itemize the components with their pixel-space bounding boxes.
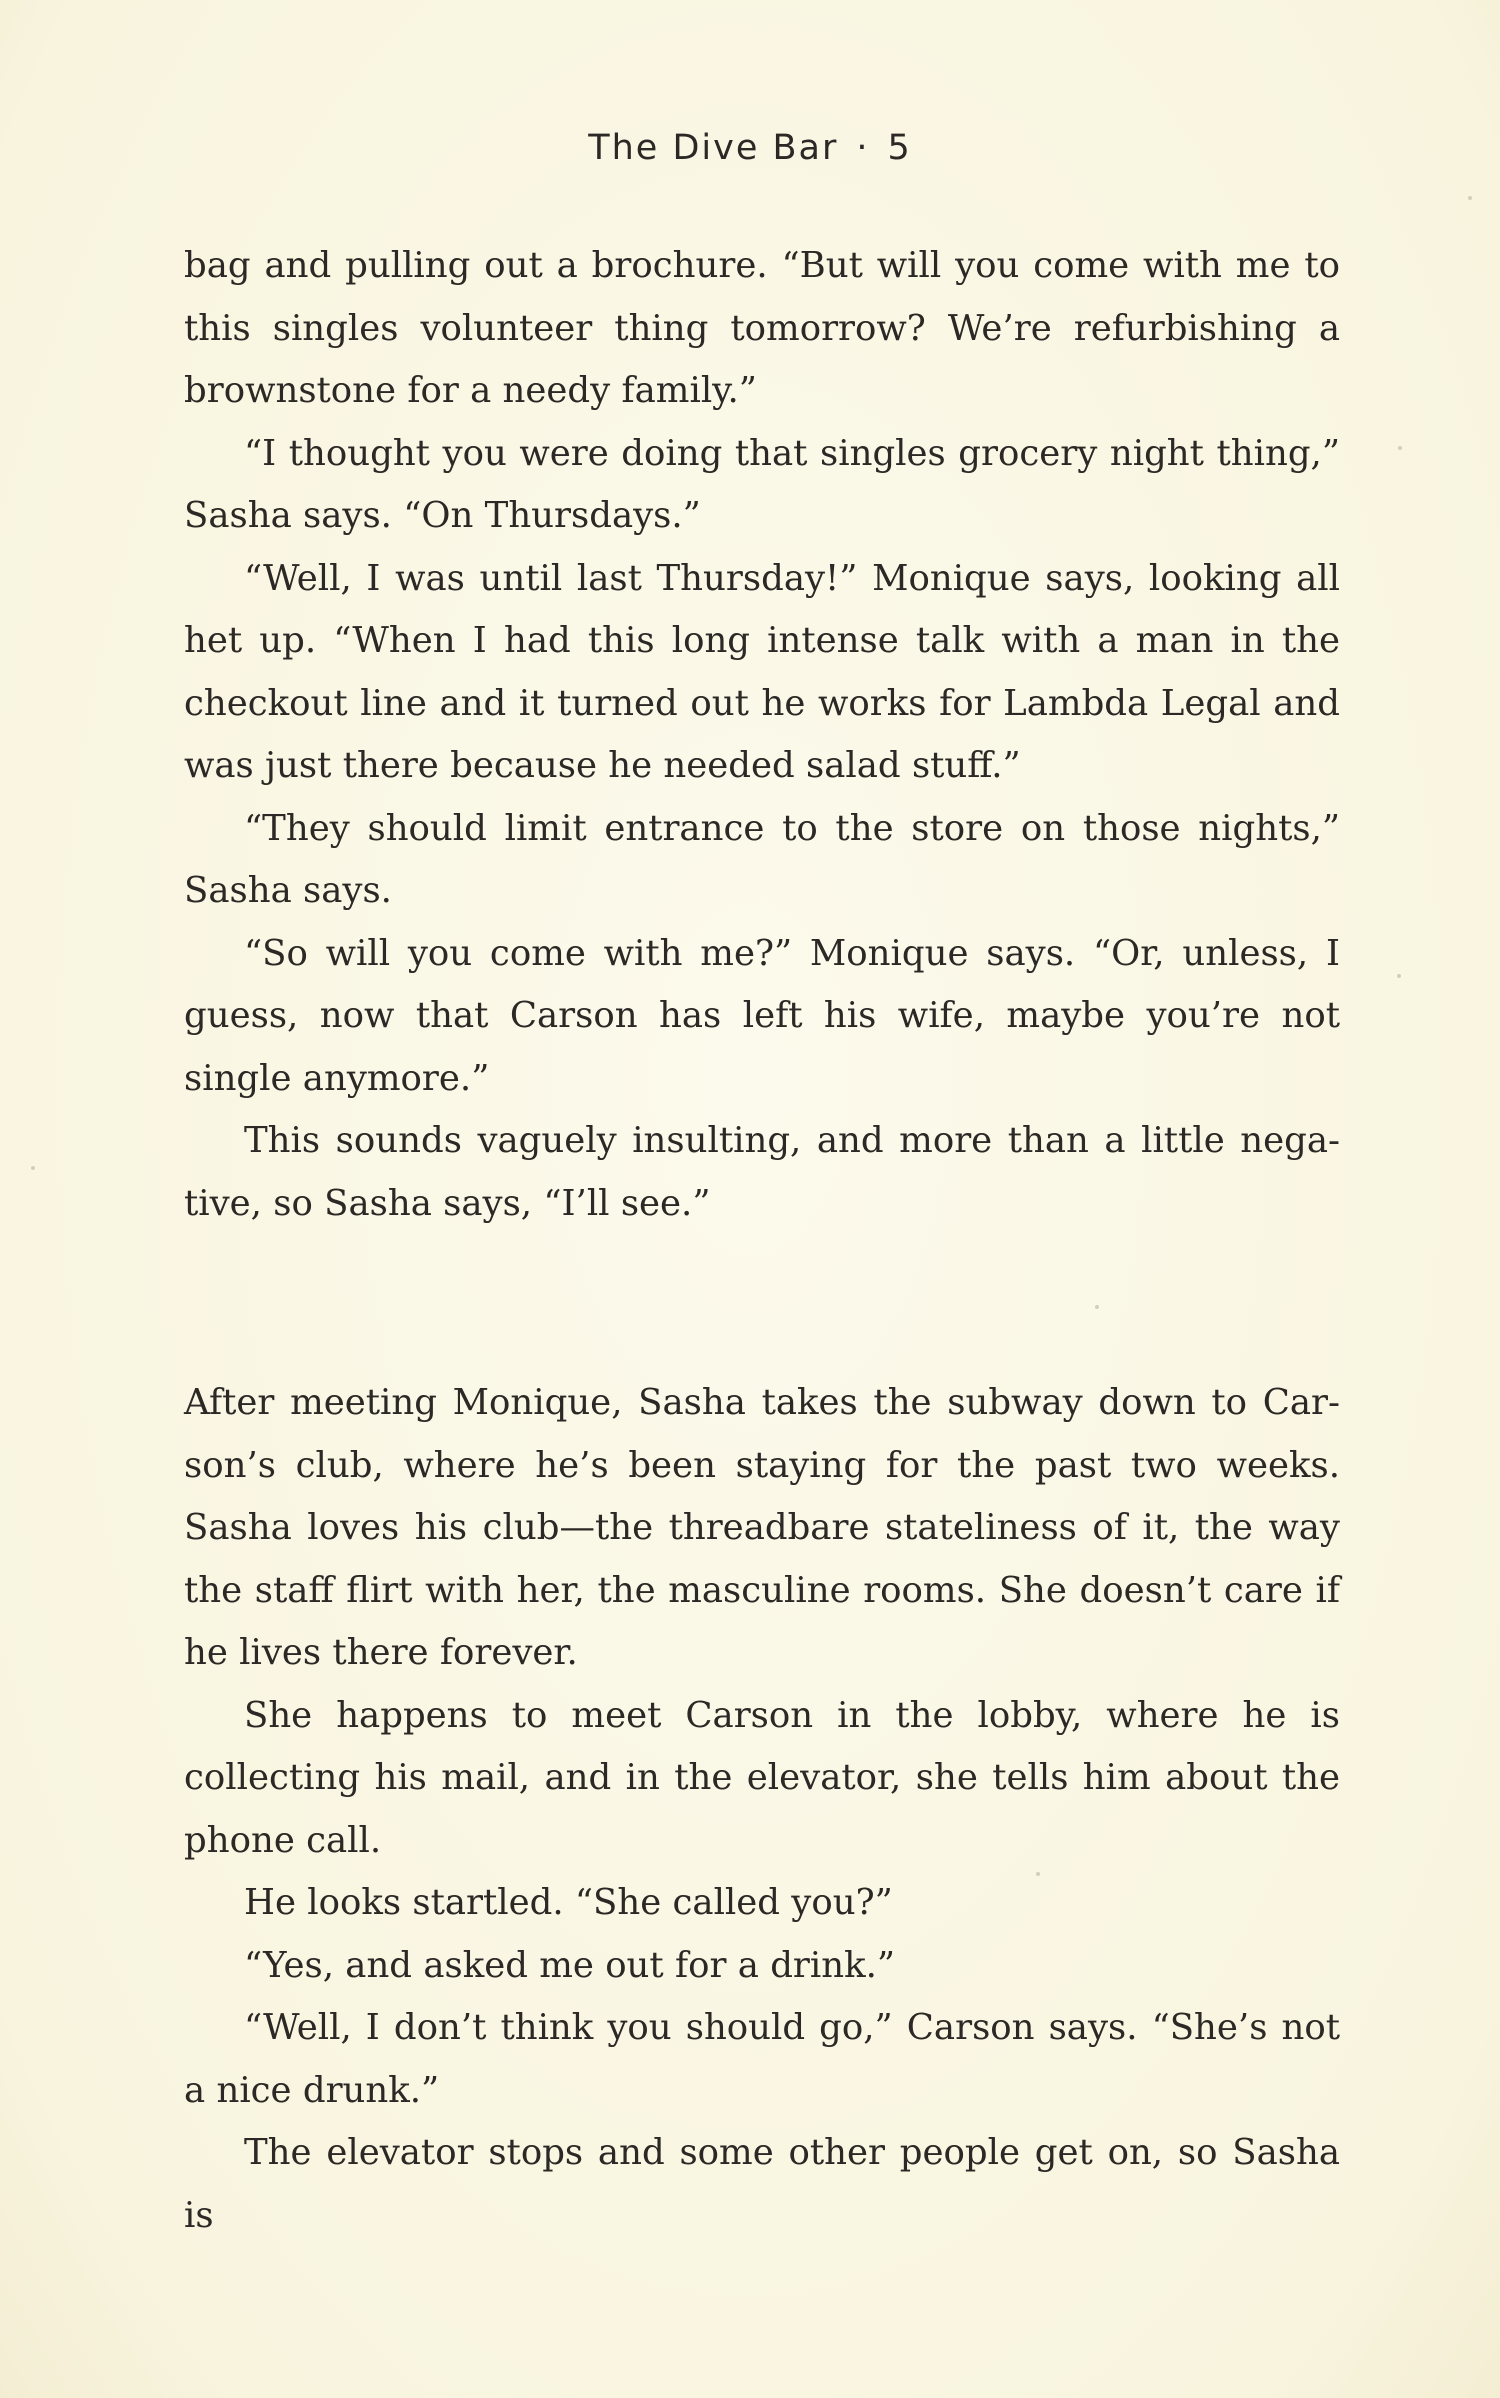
paper-speck (1036, 1872, 1040, 1876)
paper-speck (31, 1166, 35, 1170)
paper-speck (1095, 1305, 1099, 1309)
paragraph: “I thought you were doing that singles grocery night thing,” Sasha says. “On Thursdays.” (184, 432, 1340, 536)
header-separator: · (856, 128, 870, 168)
paragraph: “Yes, and asked me out for a drink.” (244, 1944, 896, 1986)
paragraph: “They should limit entrance to the store on those nights,” Sasha says. (184, 807, 1340, 911)
paragraph: bag and pulling out a brochure. “But will you come with me to this singles volunteer thing tomorrow? We’re refurbishing a brownstone for a needy family.” (184, 245, 1340, 411)
section-two (184, 1372, 1340, 2247)
paragraph: “Well, I was until last Thursday!” Monique says, looking all het up. “When I had this long intense talk with a man in the checkout line and it turned out he works for Lambda Legal and was just there because he needed salad stuff.” (184, 557, 1340, 786)
paper-speck (1398, 446, 1402, 450)
paragraph: He looks startled. “She called you?” (244, 1882, 893, 1923)
book-title: The Dive Bar (588, 128, 839, 168)
paper-speck (1468, 196, 1472, 200)
running-head (0, 128, 1500, 168)
paragraph: The elevator stops and some other people get on, so Sasha is (184, 2132, 1340, 2236)
paragraph: “So will you come with me?” Monique says. “Or, unless, I guess, now that Carson has left his wife, maybe you’re not single anymore.” (184, 932, 1340, 1099)
paragraph: She happens to meet Carson in the lobby, where he is collecting his mail, and in the elevator, she tells him about the phone call. (184, 1694, 1340, 1861)
paragraph: This sounds vaguely insulting, and more than a little negative, so Sasha says, “I’ll see.” (184, 1120, 1340, 1224)
paragraph: “Well, I don’t think you should go,” Carson says. “She’s not a nice drunk.” (184, 2007, 1340, 2111)
paper-speck (1397, 974, 1401, 978)
section-one (184, 235, 1340, 1235)
page-number: 5 (887, 128, 912, 168)
paragraph: After meeting Monique, Sasha takes the subway down to Carson’s club, where he’s been staying for the past two weeks. Sasha loves his club—the threadbare stateliness of it, the way the staff flirt with her, the masculine rooms. She doesn’t care if he lives there forever. (184, 1382, 1340, 1673)
